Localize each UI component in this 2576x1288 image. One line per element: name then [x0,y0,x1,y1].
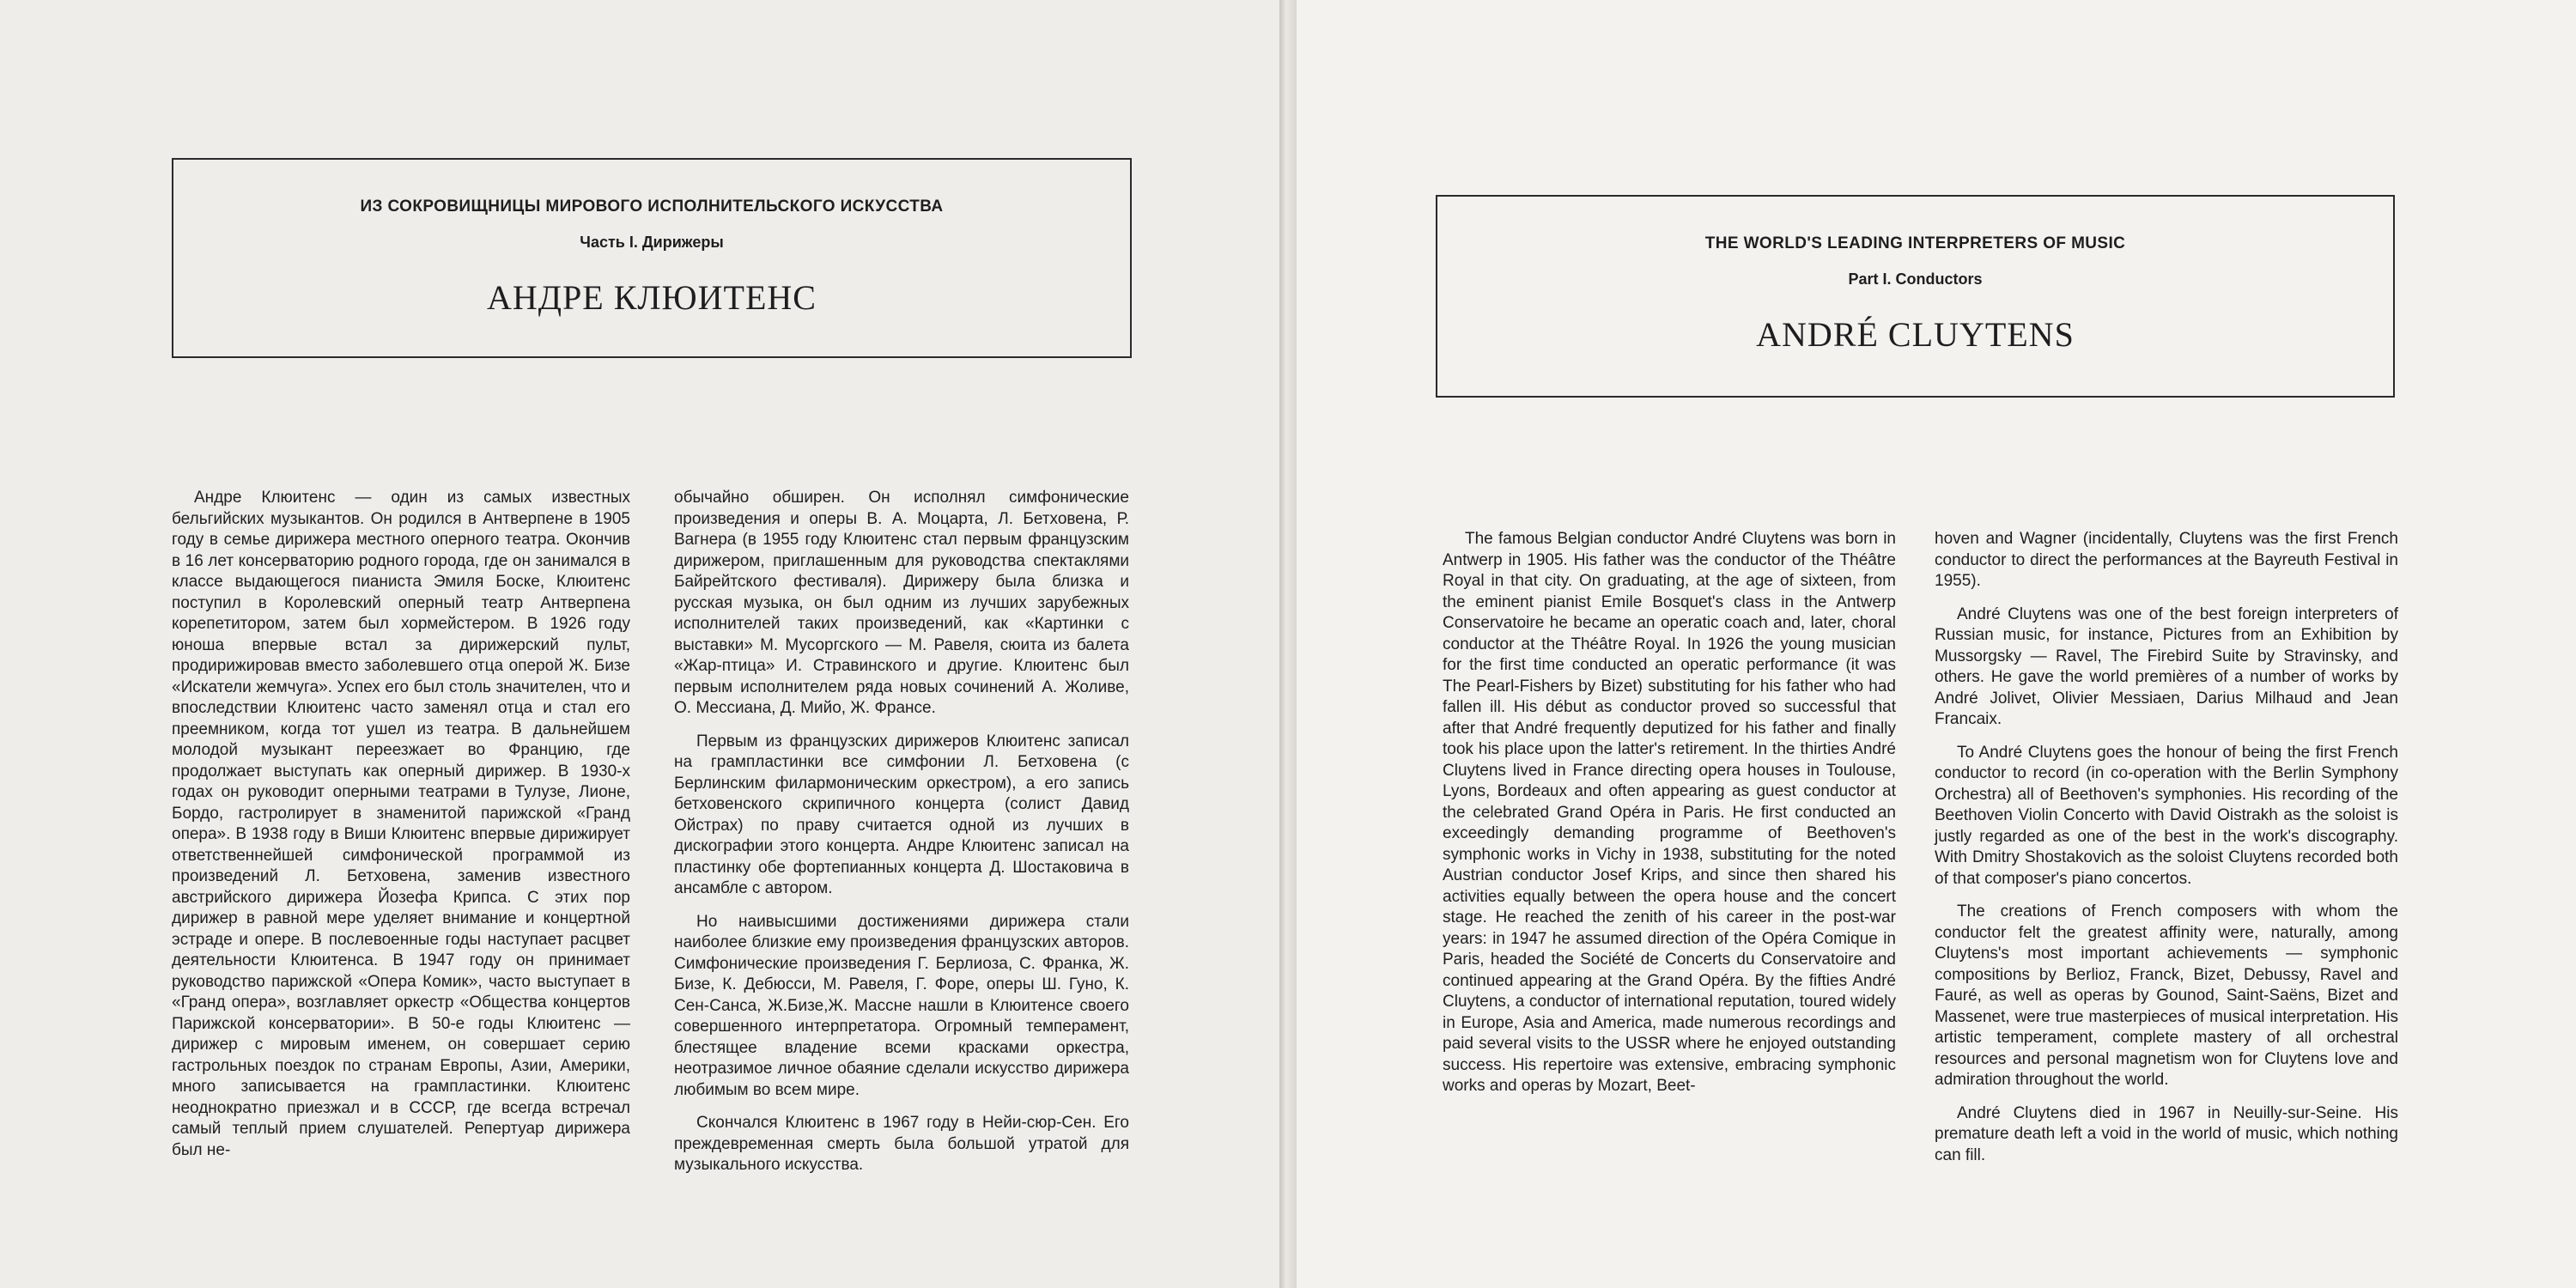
paragraph: André Cluytens died in 1967 in Neuilly-sur-Seine. His premature death left a void in the world of music, which nothing can fill. [1935,1103,2398,1164]
part-title: Part I. Conductors [1848,270,1983,288]
text-column-2 [1935,529,2398,1166]
left-page-russian [0,0,1279,1288]
title-box [1436,195,2395,398]
paragraph: обычайно обширен. Он исполнял симфонические произведения и оперы В. А. Моцарта, Л. Бетховена, Р. Вагнера (в 1955 году Клюитенс стал первым французским дирижером, приглашенным для руководства спектаклями Байрейтского фестиваля). Дирижеру была близка и русская музыка, он был одним из лучших зарубежных исполнителей таких произведений, как «Картинки с выставки» М. Мусоргского — М. Равеля, сюита из балета «Жар-птица» И. Стравинского и другие. Клюитенс был первым исполнителем ряда новых сочинений А. Жоливе, О. Мессиана, Д. Мийо, Ж. Франсе. [674,489,1129,717]
text-column-1 [172,488,630,1161]
paragraph: Но наивысшими достижениями дирижера стали наиболее близкие ему произведения французских авторов. Симфонические произведения Г. Берлиоза, С. Франка, Ж. Бизе, К. Дебюсси, М. Равеля, Г. Форе, оперы Ш. Гуно, К. Сен-Санса, Ж.Бизе,Ж. Массне нашли в Клюитенсе своего совершенного интерпретатора. Огромный темперамент, блестящее владение всеми красками оркестра, неотразимое личное обаяние сделали искусство дирижера любимым во всем мире. [674,912,1129,1099]
paragraph: Скончался Клюитенс в 1967 году в Нейи-сюр-Сен. Его преждевременная смерть была большой утратой для музыкального искусства. [674,1114,1129,1174]
text-column-1 [1443,529,1896,1097]
paragraph: hoven and Wagner (incidentally, Cluytens was the first French conductor to direct the performances at the Bayreuth Festival in 1955). [1935,530,2398,590]
right-page-english [1297,0,2576,1288]
paragraph: The creations of French composers with whom the conductor felt the greatest affinity were, naturally, among Cluytens's most important achievements — symphonic compositions by Berlioz, Franck, Bizet, Debussy, Ravel and Fauré, as well as operas by Gounod, Saint-Saëns, Bizet and Massenet, were true masterpieces of musical interpretation. His artistic temperament, complete mastery of all orchestral resources and personal magnetism won for Cluytens love and admiration throughout the world. [1935,902,2398,1089]
paragraph: André Cluytens was one of the best foreign interpreters of Russian music, for instance, Pictures from an Exhibition by Mussorgsky — Ravel, The Firebird Suite by Stravinsky, and others. He gave the world premières of a number of works by André Jolivet, Olivier Messiaen, Darius Milhaud and Jean Francaix. [1935,605,2398,728]
series-title: ИЗ СОКРОВИЩНИЦЫ МИРОВОГО ИСПОЛНИТЕЛЬСКОГО ИСКУССТВА [360,197,944,216]
text-column-2 [674,488,1129,1176]
paragraph: Первым из французских дирижеров Клюитенс записал на грампластинки все симфонии Л. Бетховена (с Берлинским филармоническим оркестром), а его запись бетховенского скрипичного концерта (солист Давид Ойстрах) по праву считается одной из лучших в дискографии этого концерта. Андре Клюитенс записал на пластинку обе фортепианных концерта Д. Шостаковича в ансамбле с автором. [674,732,1129,897]
paragraph: Андре Клюитенс — один из самых известных бельгийских музыкантов. Он родился в Антверпене в 1905 году в семье дирижера местного оперного театра. Окончив в 16 лет консерваторию родного города, где он занимался в классе выдающегося пианиста Эмиля Боске, Клюитенс поступил в Королевский оперный театр Антверпена корепетитором, затем был хормейстером. В 1926 году юноша впервые встал за дирижерский пульт, продирижировав вместо заболевшего отца оперой Ж. Бизе «Искатели жемчуга». Успех его был столь значителен, что и впоследствии Клюитенс часто заменял отца и стал его преемником, когда тот ушел из театра. В дальнейшем молодой музыкант переезжает во Францию, где продолжает выступать как оперный дирижер. В 1930-х годах он руководит оперными театрами в Тулузе, Лионе, Бордо, гастролирует в знаменитой парижской «Гранд опера». В 1938 году в Виши Клюитенс впервые дирижирует ответственнейшей симфонической программой из произведений Л. Бетховена, заменив известного австрийского дирижера Йозефа Крипса. С этих пор дирижер в равной мере уделяет внимание и концертной эстраде и опере. В послевоенные годы наступает расцвет деятельности Клюитенса. В 1947 году он принимает руководство парижской «Опера Комик», часто выступает в «Гранд опера», возглавляет оркестр «Общества концертов Парижской консерватории». В 50-е годы Клюитенс — дирижер с мировым именем, он совершает серию гастрольных поездок по странам Европы, Азии, Америки, много записывается на грампластинки. Клюитенс неоднократно приезжал и в СССР, где всегда встречал самый теплый прием слушателей. Репертуар дирижера был не- [172,489,630,1159]
page-spine [1279,0,1297,1288]
title-box [172,158,1132,358]
conductor-name: АНДРЕ КЛЮИТЕНС [487,278,817,317]
series-title: THE WORLD'S LEADING INTERPRETERS OF MUSIC [1704,234,2126,252]
paragraph: To André Cluytens goes the honour of being the first French conductor to record (in co-operation with the Berlin Symphony Orchestra) all of Beethoven's symphonies. His recording of the Beethoven Violin Concerto with David Oistrakh as the soloist is justly regarded as one of the best in the work's discography. With Dmitry Shostakovich as the soloist Cluytens recorded both of that composer's piano concertos. [1935,743,2398,888]
conductor-name: ANDRÉ CLUYTENS [1756,315,2075,354]
part-title: Часть I. Дирижеры [580,234,724,251]
paragraph: The famous Belgian conductor André Cluytens was born in Antwerp in 1905. His father was the conductor of the Théâtre Royal in that city. On graduating, at the age of sixteen, from the eminent pianist Emile Bosquet's class in the Antwerp Conservatoire he became an operatic coach and, later, choral conductor at the Théâtre Royal. In 1926 the young musician for the first time conducted an operatic performance (it was The Pearl-Fishers by Bizet) substituting for his father who had fallen ill. His début as conductor proved so successful that after that André frequently deputized for his father and finally took his place upon the latter's retirement. In the thirties André Cluytens lived in France directing opera houses in Toulouse, Lyons, Bordeaux and often appearing as guest conductor at the celebrated Grand Opéra in Paris. He first conducted an exceedingly demanding programme of Beethoven's symphonic works in Vichy in 1938, substituting for the noted Austrian conductor Josef Krips, and since then shared his activities equally between the opera house and the concert stage. He reached the zenith of his career in the post-war years: in 1947 he assumed direction of the Opéra Comique in Paris, headed the Société de Concerts du Conservatoire and continued appearing at the Grand Opéra. By the fifties André Cluytens, a conductor of international reputation, toured widely in Europe, Asia and America, made numerous recordings and paid several visits to the USSR where he enjoyed outstanding success. His repertoire was extensive, embracing symphonic works and operas by Mozart, Beet- [1443,530,1896,1095]
